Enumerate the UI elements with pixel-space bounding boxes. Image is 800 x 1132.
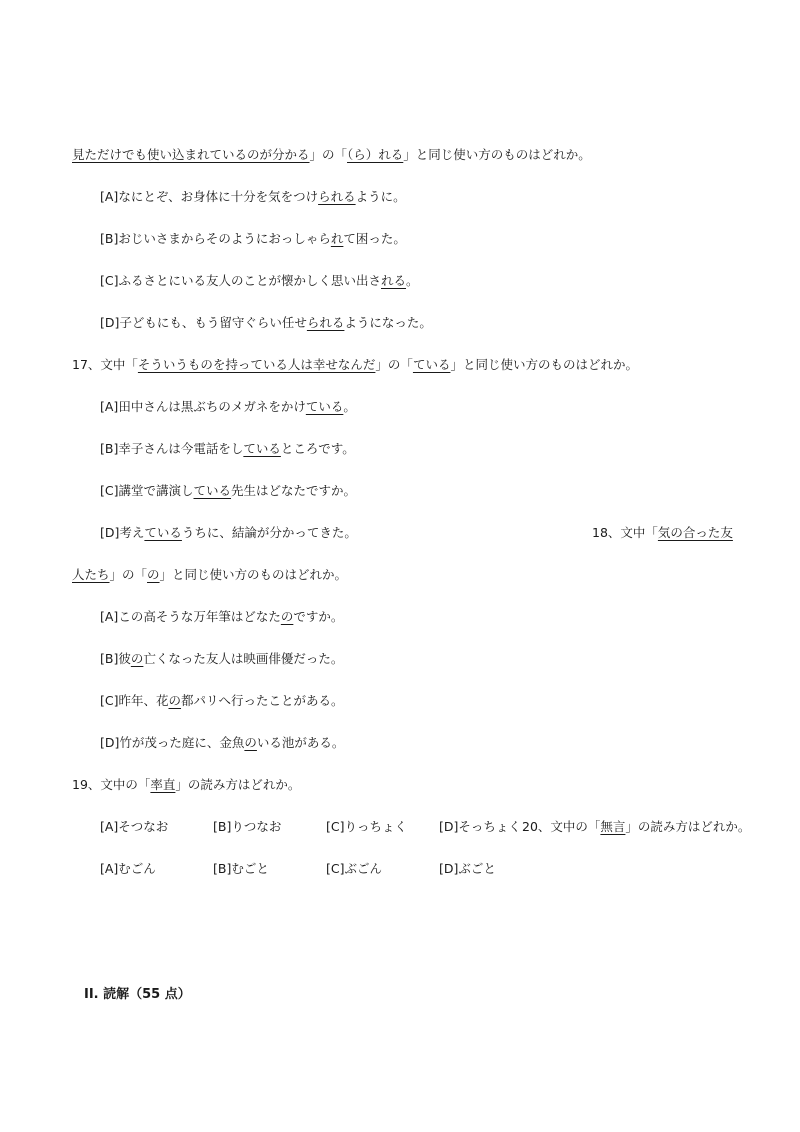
q19-option-a: [A]そつなお <box>100 819 169 834</box>
q18-option-c: [C]昨年、花の都パリへ行ったことがある。 <box>100 693 344 708</box>
q17-option-c: [C]講堂で講演している先生はどなたですか。 <box>100 483 357 498</box>
q20-option-b: [B]むごと <box>213 861 269 876</box>
q20-option-c: [C]ぶごん <box>326 861 382 876</box>
q16-option-a: [A]なにとぞ、お身体に十分を気をつけられるように。 <box>100 189 406 204</box>
q19-option-c: [C]りっちょく <box>326 819 407 834</box>
q17-option-b: [B]幸子さんは今電話をしているところです。 <box>100 441 355 456</box>
q18-quote-b: 人たち <box>72 567 110 582</box>
q20-option-d: [D]ぶごと <box>439 861 496 876</box>
q20-stem: 20、文中の「無言」の読み方はどれか。 <box>522 819 751 834</box>
q16-option-c: [C]ふるさとにいる友人のことが懐かしく思い出される。 <box>100 273 419 288</box>
q18-target: の <box>147 567 160 582</box>
q18-quote-a: 気の合った友 <box>657 525 733 540</box>
q16-stem: 見ただけでも使い込まれているのが分かる」の「（ら）れる」と同じ使い方のものはどれか。 <box>72 147 591 162</box>
q16-target: （ら）れる <box>347 147 404 162</box>
q19-stem: 19、文中の「率直」の読み方はどれか。 <box>72 777 301 792</box>
section-heading: II. 読解（55 点） <box>84 987 191 1002</box>
q19-target: 率直 <box>150 777 176 792</box>
q20-target: 無言 <box>600 819 626 834</box>
q19-option-b: [B]りつなお <box>213 819 282 834</box>
q16-quote: 見ただけでも使い込まれているのが分かる <box>72 147 310 162</box>
q17-option-a: [A]田中さんは黒ぶちのメガネをかけている。 <box>100 399 356 414</box>
q17-quote: そういうものを持っている人は幸せなんだ <box>137 357 376 372</box>
q17-target: ている <box>412 357 451 372</box>
q18-stem-start: 18、文中「気の合った友 <box>592 525 733 540</box>
q17-option-d: [D]考えているうちに、結論が分かってきた。 <box>100 525 357 540</box>
q18-option-a: [A]この高そうな万年筆はどなたのですか。 <box>100 609 344 624</box>
q16-option-b: [B]おじいさまからそのようにおっしゃられて困った。 <box>100 231 406 246</box>
q18-stem-end: 人たち」の「の」と同じ使い方のものはどれか。 <box>72 567 348 582</box>
q18-option-d: [D]竹が茂った庭に、金魚のいる池がある。 <box>100 735 345 750</box>
q20-option-a: [A]むごん <box>100 861 156 876</box>
q18-option-b: [B]彼の亡くなった友人は映画俳優だった。 <box>100 651 344 666</box>
q19-option-d: [D]そっちょく <box>439 819 521 834</box>
q17-stem: 17、文中「そういうものを持っている人は幸せなんだ」の「ている」と同じ使い方のものはどれか。 <box>72 357 638 372</box>
q16-option-d: [D]子どもにも、もう留守ぐらい任せられるようになった。 <box>100 315 432 330</box>
